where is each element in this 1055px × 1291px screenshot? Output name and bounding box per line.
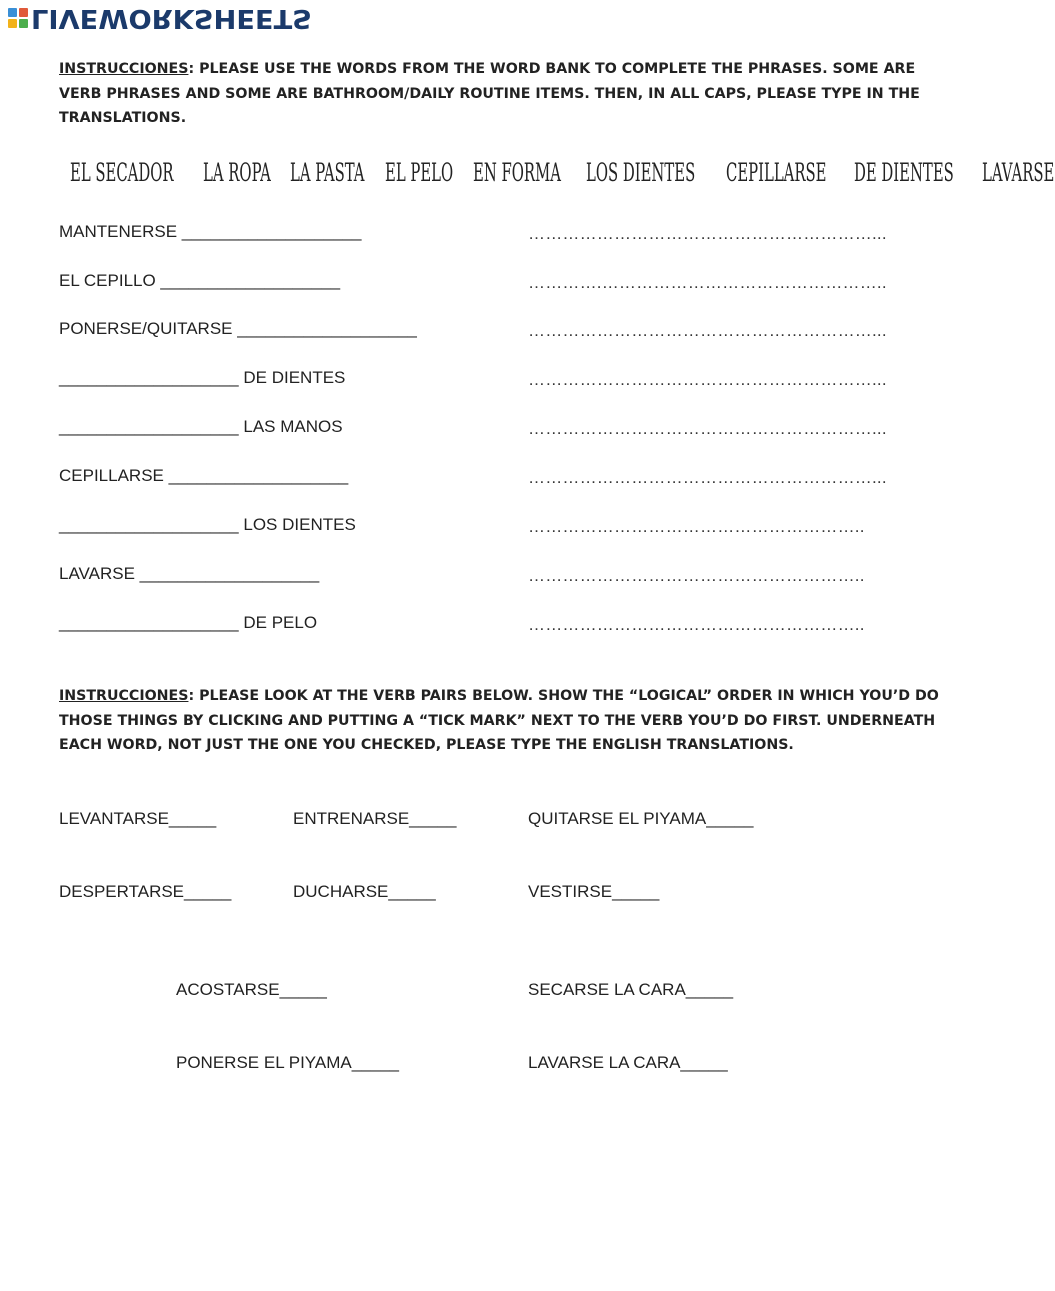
liveworksheets-logo bbox=[8, 3, 312, 33]
verb-ponerse-el-piyama[interactable]: PONERSE EL PIYAMA_____ bbox=[176, 1053, 399, 1072]
phrase-2[interactable]: EL CEPILLO ___________________ bbox=[59, 271, 341, 290]
verb-lavarse-la-cara[interactable]: LAVARSE LA CARA_____ bbox=[528, 1053, 728, 1072]
verb-levantarse[interactable]: LEVANTARSE_____ bbox=[59, 809, 217, 828]
word-bank-item: EN FORMA bbox=[472, 158, 561, 188]
word-bank-item: LOS DIENTES bbox=[585, 158, 695, 188]
instructions-1-head: INSTRUCCIONES bbox=[59, 61, 189, 77]
logo-text: LIVEWORKSHEETS bbox=[31, 3, 312, 33]
word-bank-item: LA ROPA bbox=[202, 158, 271, 188]
phrase-1[interactable]: MANTENERSE ___________________ bbox=[59, 222, 362, 241]
logo-blocks-icon bbox=[8, 8, 28, 28]
word-bank-item: LA PASTA bbox=[289, 158, 365, 188]
verb-acostarse[interactable]: ACOSTARSE_____ bbox=[176, 980, 327, 999]
translation-7[interactable]: ………………………………………………….. bbox=[528, 517, 865, 536]
verb-vestirse[interactable]: VESTIRSE_____ bbox=[528, 882, 660, 901]
word-bank-item: DE DIENTES bbox=[854, 158, 955, 188]
instructions-1 bbox=[59, 57, 949, 131]
verb-entrenarse[interactable]: ENTRENARSE_____ bbox=[293, 809, 457, 828]
instructions-2-body: : PLEASE LOOK AT THE VERB PAIRS BELOW. SHOW THE “LOGICAL” ORDER IN WHICH YOU’D DO THOSE THINGS BY CLICKING AND PUTTING A “TICK MARK” NEXT TO THE VERB YOU’D DO FIRST. UNDERNEATH EACH WORD, NOT JUST THE ONE YOU CHECKED, PLEASE TYPE THE ENGLISH TRANSLATIONS. bbox=[59, 688, 939, 753]
translation-8[interactable]: ………………………………………………….. bbox=[528, 566, 865, 585]
verb-quitarse-el-piyama[interactable]: QUITARSE EL PIYAMA_____ bbox=[528, 809, 754, 828]
verb-despertarse[interactable]: DESPERTARSE_____ bbox=[59, 882, 232, 901]
verb-secarse-la-cara[interactable]: SECARSE LA CARA_____ bbox=[528, 980, 734, 999]
translation-3[interactable]: ……………………………………………………... bbox=[528, 321, 887, 340]
phrase-3[interactable]: PONERSE/QUITARSE ___________________ bbox=[59, 319, 417, 338]
word-bank bbox=[70, 150, 1055, 196]
instructions-2-head: INSTRUCCIONES bbox=[59, 688, 189, 704]
word-bank-item: EL PELO bbox=[385, 158, 454, 188]
phrase-7[interactable]: ___________________ LOS DIENTES bbox=[59, 515, 356, 534]
phrase-6[interactable]: CEPILLARSE ___________________ bbox=[59, 466, 349, 485]
translation-9[interactable]: ………………………………………………….. bbox=[528, 615, 865, 634]
phrase-5[interactable]: ___________________ LAS MANOS bbox=[59, 417, 343, 436]
word-bank-item: CEPILLARSE bbox=[725, 158, 827, 188]
translation-2[interactable]: ………….………………………………………….. bbox=[528, 273, 887, 292]
instructions-2 bbox=[59, 684, 949, 758]
instructions-1-body: : PLEASE USE THE WORDS FROM THE WORD BANK TO COMPLETE THE PHRASES. SOME ARE VERB PHRASES AND SOME ARE BATHROOM/DAILY ROUTINE ITEMS. THEN, IN ALL CAPS, PLEASE TYPE IN THE TRANSLATIONS. bbox=[59, 61, 920, 126]
word-bank-item: EL SECADOR bbox=[70, 158, 174, 188]
translation-4[interactable]: ……………………………………………………... bbox=[528, 370, 887, 389]
translation-1[interactable]: ……………………………………………………... bbox=[528, 224, 887, 243]
word-bank-item: LAVARSE bbox=[982, 158, 1055, 188]
phrase-9[interactable]: ___________________ DE PELO bbox=[59, 613, 318, 632]
verb-ducharse[interactable]: DUCHARSE_____ bbox=[293, 882, 436, 901]
translation-5[interactable]: ……………………………………………………... bbox=[528, 419, 887, 438]
translation-6[interactable]: ……………………………………………………... bbox=[528, 468, 887, 487]
phrase-8[interactable]: LAVARSE ___________________ bbox=[59, 564, 320, 583]
phrase-4[interactable]: ___________________ DE DIENTES bbox=[59, 368, 346, 387]
